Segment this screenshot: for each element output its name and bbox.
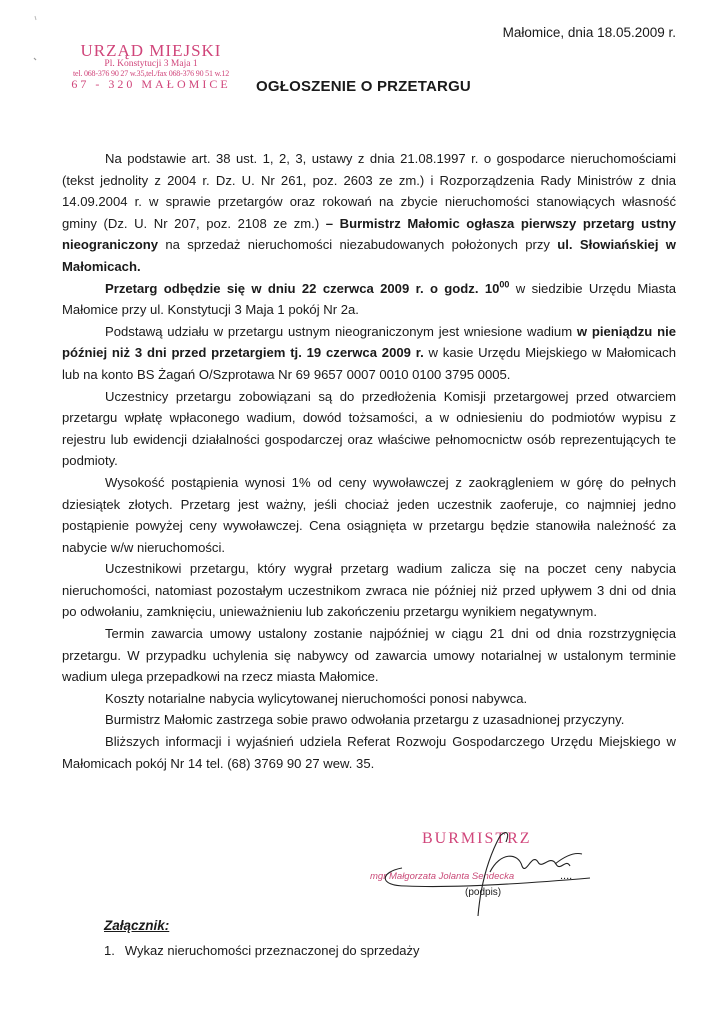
announcement-body [62,148,676,774]
paragraph-bid-increment: Wysokość postąpienia wynosi 1% od ceny wywoławczej z zaokrągleniem w górę do pełnych dziesiątek złotych. Przetarg jest ważny, jeśli chociaż jeden uczestnik zaoferuje, co najmniej jedno postąpienie powyżej ceny wywoławczej. Cena osiągnięta w przetargu będzie stanowiła należność za nabycie w/w nieruchomości. [62,474,676,555]
paragraph-contract-term: Termin zawarcia umowy ustalony zostanie najpóźniej w ciągu 21 dni od dnia rozstrzygnięcia przetargu. W przypadku uchylenia się nabywcy od zawarcia umowy notarialnej w ustalonym terminie wadium ulega przepadkowi na rzecz miasta Małomice. [62,626,676,685]
stamp-city: 67 - 320 MAŁOMICE [71,77,231,92]
margin-mark [30,14,40,64]
paragraph-deposit: Podstawą udziału w przetargu ustnym nieograniczonym jest wniesione wadium w pieniądzu nie później niż 3 dni przed przetargiem tj. 19 czerwca 2009 r. w kasie Urzędu Miejskiego w Małomicach lub na konto BS Żagań O/Szprotawa Nr 69 9657 0007 0010 0100 3795 0005. [62,323,676,382]
attachment-text: Wykaz nieruchomości przeznaczonej do sprzedaży [124,943,420,958]
paragraph-notary-costs: Koszty notarialne nabycia wylicytowanej nieruchomości ponosi nabywca. [105,690,528,706]
handwritten-signature [360,822,620,922]
mayor-stamp-name: mgr Małgorzata Jolanta Sendecka [370,871,515,882]
paragraph-auction-date: Przetarg odbędzie się w dniu 22 czerwca 2009 r. o godz. $10^{00}$ w siedzibie Urzędu Miasta Małomice przy ul. Konstytucji 3 Maja 1 pokój Nr 2a. [62,279,676,318]
stamp-address: Pl. Konstytucji 3 Maja 1 [104,58,198,69]
office-stamp [62,42,240,91]
signature-dots: .... [560,870,573,882]
paragraph-cancellation-right: Burmistrz Małomic zastrzega sobie prawo odwołania przetargu z uzasadnionej przyczyny. [105,712,625,728]
signature-caption: (podpis) [465,887,502,898]
date-line: Małomice, dnia 18.05.2009 r. [502,25,676,40]
paragraph-deposit-settlement: Uczestnikowi przetargu, który wygrał przetarg wadium zalicza się na poczet ceny nabycia nieruchomości, natomiast pozostałym uczestnikom zwraca nie później niż przed upływem 3 dni od dnia po odwołaniu, zamknięciu, unieważnieniu lub zakończeniu przetargu wynikiem negatywnym. [62,561,676,620]
stamp-office-name: URZĄD MIEJSKI [80,41,222,60]
document-title: OGŁOSZENIE O PRZETARGU [256,78,471,95]
attachment-number: 1. [104,943,115,958]
paragraph-contact-info: Bliższych informacji i wyjaśnień udziela Referat Rozwoju Gospodarczego Urzędu Miejskiego w Małomicach pokój Nr 14 tel. (68) 3769 90 27 wew. 35. [62,734,676,771]
signature-block [360,822,620,922]
paragraph-legal-basis: Na podstawie art. 38 ust. 1, 2, 3, ustawy z dnia 21.08.1997 r. o gospodarce nieruchomościami (tekst jednolity z 2004 r. Dz. U. Nr 261, poz. 2603 ze zm.) i Rozporządzenia Rady Ministrów z dnia 14.09.2004 r. w sprawie przetargów oraz rokowań na zbycie nieruchomości stanowiących własność gminy (Dz. U. Nr 207, poz. 2108 ze zm.) – Burmistrz Małomic ogłasza pierwszy przetarg ustny nieograniczony na sprzedaż nieruchomości niezabudowanych położonych przy ul. Słowiańskiej w Małomicach. [62,151,676,274]
attachments-heading: Załącznik: [104,918,170,933]
attachment-item [104,943,420,958]
paragraph-participants: Uczestnicy przetargu zobowiązani są do przedłożenia Komisji przetargowej przed otwarciem przetargu wpłatę wpłaconego wadium, dowód tożsamości, a w odniesieniu do podmiotów wypisu z rejestru lub ewidencji działalności gospodarczej oraz właściwe pełnomocnictw osób reprezentujących te podmioty. [62,388,676,469]
mayor-stamp: BURMISTRZ [422,830,532,847]
stamp-phone: tel. 068-376 90 27 w.35,tel./fax 068-376 90 51 w.12 [72,68,230,78]
